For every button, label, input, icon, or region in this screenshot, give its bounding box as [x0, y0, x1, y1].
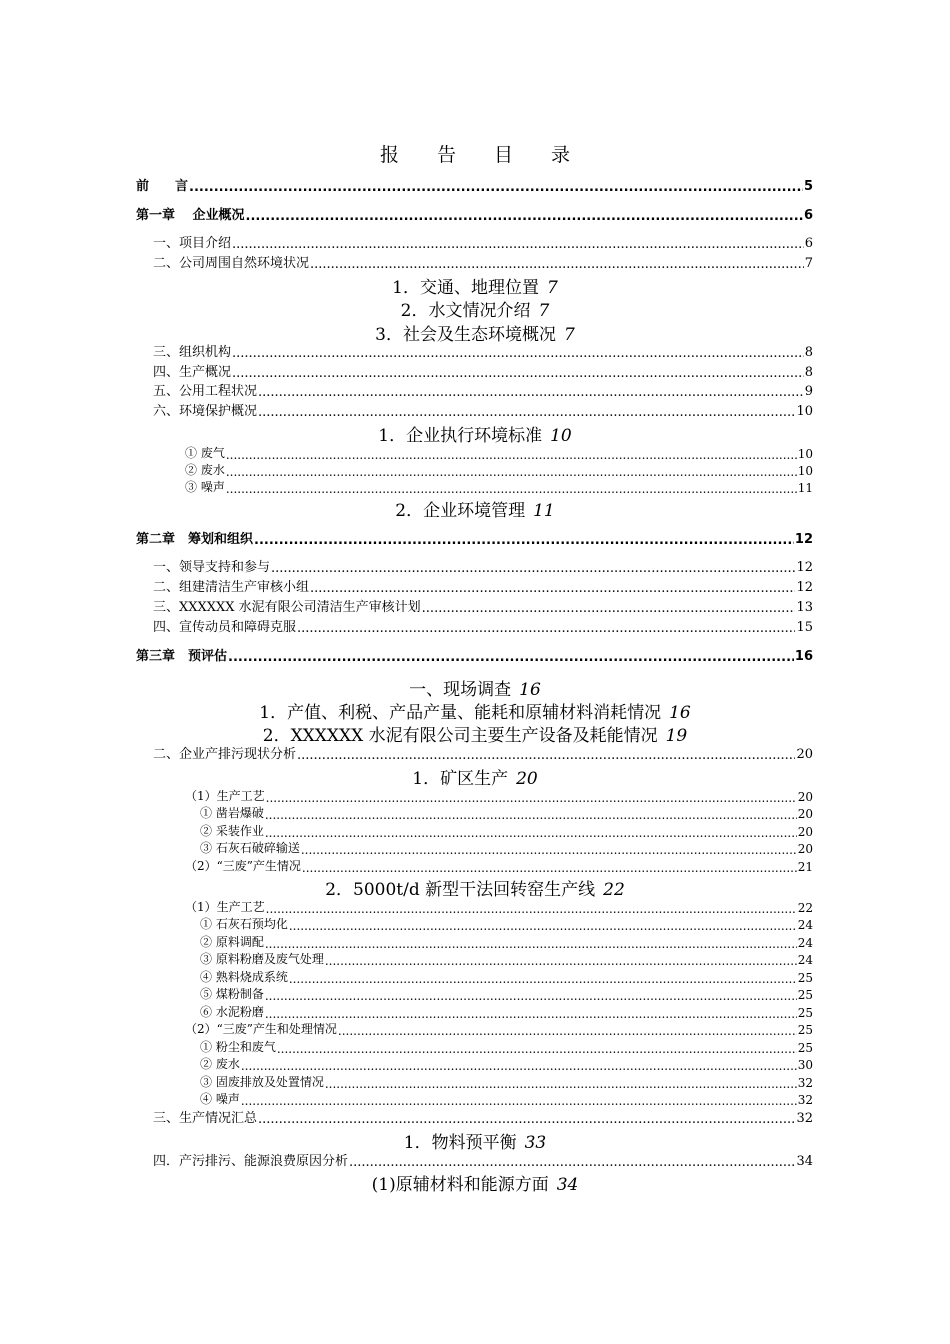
toc-heading[interactable] [0, 296, 950, 321]
toc-entry[interactable] [136, 1151, 813, 1169]
toc-chapter-2[interactable] [136, 529, 813, 547]
page-number: 16 [519, 680, 541, 700]
page-number: 10 [797, 447, 813, 461]
dot-leader [310, 258, 804, 271]
dot-leader [241, 1060, 797, 1072]
toc-chapter-1[interactable] [136, 205, 813, 223]
dot-leader [258, 386, 804, 399]
entry-label: ② 废水 [200, 1057, 240, 1071]
page-number: 33 [524, 1133, 547, 1153]
page-number: 12 [796, 580, 813, 595]
toc-entry[interactable] [136, 381, 813, 399]
entry-label: ⑤ 煤粉制备 [200, 987, 264, 1001]
entry-label: ① 石灰石预均化 [200, 917, 288, 931]
entry-label: ④ 噪声 [200, 1092, 240, 1106]
page-number: 32 [796, 1111, 813, 1126]
page-number: 10 [550, 426, 572, 446]
entry-label: （2）“三废”产生情况 [185, 859, 301, 873]
entry-label: (1)原辅材料和能源方面 [371, 1175, 549, 1195]
page-number: 20 [516, 769, 538, 789]
dot-leader [349, 1156, 795, 1169]
page-number: 34 [556, 1175, 579, 1195]
dot-leader [265, 990, 797, 1002]
toc-entry[interactable] [200, 1037, 813, 1055]
toc-entry[interactable] [185, 477, 813, 495]
dot-leader [232, 238, 804, 251]
toc-entry[interactable] [200, 1002, 813, 1020]
toc-entry[interactable] [185, 460, 813, 478]
page-number: 21 [797, 860, 813, 874]
entry-label: 2．企业环境管理 [395, 501, 526, 521]
page-number: 16 [794, 649, 813, 664]
dot-leader [338, 1025, 797, 1037]
entry-label: ② 原料调配 [200, 935, 264, 949]
entry-label: 三、XXXXXX 水泥有限公司清洁生产审核计划 [153, 600, 421, 615]
entry-label: ① 粉尘和废气 [200, 1040, 276, 1054]
page-number: 12 [794, 532, 813, 547]
toc-heading[interactable] [0, 1170, 950, 1195]
entry-label: 二、企业产排污现状分析 [153, 747, 297, 762]
page-number: 7 [804, 256, 813, 271]
entry-label: （2）“三废”产生和处理情况 [185, 1022, 337, 1036]
page-number: 34 [796, 1154, 813, 1169]
dot-leader [302, 862, 797, 874]
dot-leader [189, 181, 803, 194]
page-number: 22 [797, 901, 813, 915]
toc-entry[interactable] [136, 577, 813, 595]
entry-label: 1．物料预平衡 [403, 1133, 517, 1153]
page-number: 20 [797, 825, 813, 839]
entry-label: 3．社会及生态环境概况 [375, 325, 556, 345]
page-number: 5 [803, 179, 813, 194]
page-number: 8 [804, 365, 813, 380]
entry-label: ④ 熟料烧成系统 [200, 970, 288, 984]
toc-entry[interactable] [185, 897, 813, 915]
page-number: 25 [797, 1006, 813, 1020]
toc-entry[interactable] [185, 1019, 813, 1037]
entry-label: 一、现场调查 [409, 680, 512, 700]
toc-entry[interactable] [200, 914, 813, 932]
entry-label: 一、领导支持和参与 [153, 560, 271, 575]
entry-label: 第一章 企业概况 [136, 208, 245, 223]
dot-leader [297, 749, 795, 762]
page-number: 15 [796, 620, 813, 635]
page-number: 25 [797, 1041, 813, 1055]
entry-label: 前 言 [136, 179, 189, 194]
page-number: 20 [797, 790, 813, 804]
page-number: 32 [797, 1076, 813, 1090]
dot-leader [301, 844, 797, 856]
entry-label: ② 采装作业 [200, 824, 264, 838]
dot-leader [232, 347, 804, 360]
toc-entry[interactable] [200, 949, 813, 967]
entry-label: ① 凿岩爆破 [200, 806, 264, 820]
toc-entry[interactable] [200, 1089, 813, 1107]
dot-leader [241, 1095, 797, 1107]
entry-label: 一、项目介绍 [153, 236, 232, 251]
page-number: 24 [797, 953, 813, 967]
page-title: 报告目录 [379, 144, 608, 166]
entry-label: ② 废水 [185, 463, 225, 477]
page-number: 30 [797, 1058, 813, 1072]
entry-label: 三、生产情况汇总 [153, 1111, 258, 1126]
page-number: 20 [796, 747, 813, 762]
dot-leader [289, 920, 797, 932]
dot-leader [297, 622, 795, 635]
entry-label: 第二章 筹划和组织 [136, 532, 254, 547]
page-number: 11 [533, 501, 555, 521]
entry-label: 二、组建清洁生产审核小组 [153, 580, 310, 595]
toc-entry[interactable] [136, 362, 813, 380]
dot-leader [228, 651, 794, 664]
toc-heading[interactable] [0, 273, 950, 298]
entry-label: 四．产污排污、能源浪费原因分析 [153, 1154, 349, 1169]
page-number: 20 [797, 807, 813, 821]
page-number: 10 [797, 464, 813, 478]
toc-entry[interactable] [136, 617, 813, 635]
entry-label: 1．企业执行环境标准 [378, 426, 543, 446]
dot-leader [422, 602, 796, 615]
entry-label: 1．矿区生产 [412, 769, 509, 789]
toc-heading[interactable] [0, 496, 950, 521]
toc-entry[interactable] [136, 342, 813, 360]
entry-label: （1）生产工艺 [185, 900, 265, 914]
toc-entry[interactable] [136, 597, 813, 615]
entry-label: 1．交通、地理位置 [392, 278, 539, 298]
entry-label: 2．XXXXXX 水泥有限公司主要生产设备及耗能情况 [262, 726, 658, 746]
page-number: 24 [797, 918, 813, 932]
toc-entry[interactable] [200, 967, 813, 985]
toc-entry[interactable] [200, 821, 813, 839]
page-number: 10 [796, 404, 813, 419]
toc-entry[interactable] [200, 1072, 813, 1090]
toc-entry[interactable] [200, 803, 813, 821]
page-number: 9 [804, 384, 813, 399]
entry-label: ① 废气 [185, 446, 225, 460]
toc-entry[interactable] [185, 786, 813, 804]
entry-label: ③ 石灰石破碎输送 [200, 841, 300, 855]
dot-leader [258, 1113, 795, 1126]
page-number: 22 [603, 880, 625, 900]
toc-heading[interactable] [0, 675, 950, 700]
page-number: 11 [797, 481, 813, 495]
dot-leader [258, 406, 795, 419]
page-number: 16 [669, 703, 691, 723]
toc-chapter-preface[interactable] [136, 176, 813, 194]
entry-label: 四、生产概况 [153, 365, 232, 380]
toc-entry[interactable] [136, 253, 813, 271]
page-number: 25 [797, 988, 813, 1002]
page-number: 25 [797, 1023, 813, 1037]
page-number: 7 [547, 278, 558, 298]
toc-entry[interactable] [136, 401, 813, 419]
toc-entry[interactable] [136, 744, 813, 762]
entry-label: 2．5000t/d 新型干法回转窑生产线 [325, 880, 596, 900]
dot-leader [232, 367, 804, 380]
page-number: 7 [564, 325, 575, 345]
toc-chapter-3[interactable] [136, 646, 813, 664]
dot-leader [246, 210, 803, 223]
page-number: 7 [538, 301, 550, 321]
toc-heading[interactable] [0, 698, 950, 723]
toc-entry[interactable] [185, 856, 813, 874]
dot-leader [271, 562, 795, 575]
dot-leader [226, 483, 797, 495]
page-number: 13 [796, 600, 813, 615]
page-number: 6 [803, 208, 813, 223]
toc-entry[interactable] [200, 932, 813, 950]
toc-entry[interactable] [136, 1108, 813, 1126]
entry-label: （1）生产工艺 [185, 789, 265, 803]
page-number: 24 [797, 936, 813, 950]
toc-entry[interactable] [200, 984, 813, 1002]
entry-label: ③ 固废排放及处置情况 [200, 1075, 324, 1089]
page-number: 25 [797, 971, 813, 985]
entry-label: 1．产值、利税、产品产量、能耗和原辅材料消耗情况 [259, 703, 662, 723]
toc-entry[interactable] [136, 233, 813, 251]
dot-leader [310, 582, 795, 595]
entry-label: 第三章 预评估 [136, 649, 228, 664]
entry-label: ⑥ 水泥粉磨 [200, 1005, 264, 1019]
entry-label: 二、公司周围自然环境状况 [153, 256, 310, 271]
page-number: 12 [796, 560, 813, 575]
toc-entry[interactable] [185, 443, 813, 461]
dot-leader [254, 534, 794, 547]
dot-leader [265, 809, 797, 821]
dot-leader [325, 955, 797, 967]
toc-entry[interactable] [200, 1054, 813, 1072]
page-number: 32 [797, 1093, 813, 1107]
entry-label: 四、宣传动员和障碍克服 [153, 620, 297, 635]
page-number: 20 [797, 842, 813, 856]
entry-label: 2．水文情况介绍 [400, 301, 531, 321]
page-number: 8 [804, 345, 813, 360]
entry-label: 六、环境保护概况 [153, 404, 258, 419]
toc-entry[interactable] [136, 557, 813, 575]
entry-label: ③ 噪声 [185, 480, 225, 494]
entry-label: ③ 原料粉磨及废气处理 [200, 952, 324, 966]
page-number: 19 [665, 726, 688, 746]
entry-label: 三、组织机构 [153, 345, 232, 360]
page-number: 6 [804, 236, 813, 251]
entry-label: 五、公用工程状况 [153, 384, 258, 399]
toc-entry[interactable] [200, 838, 813, 856]
